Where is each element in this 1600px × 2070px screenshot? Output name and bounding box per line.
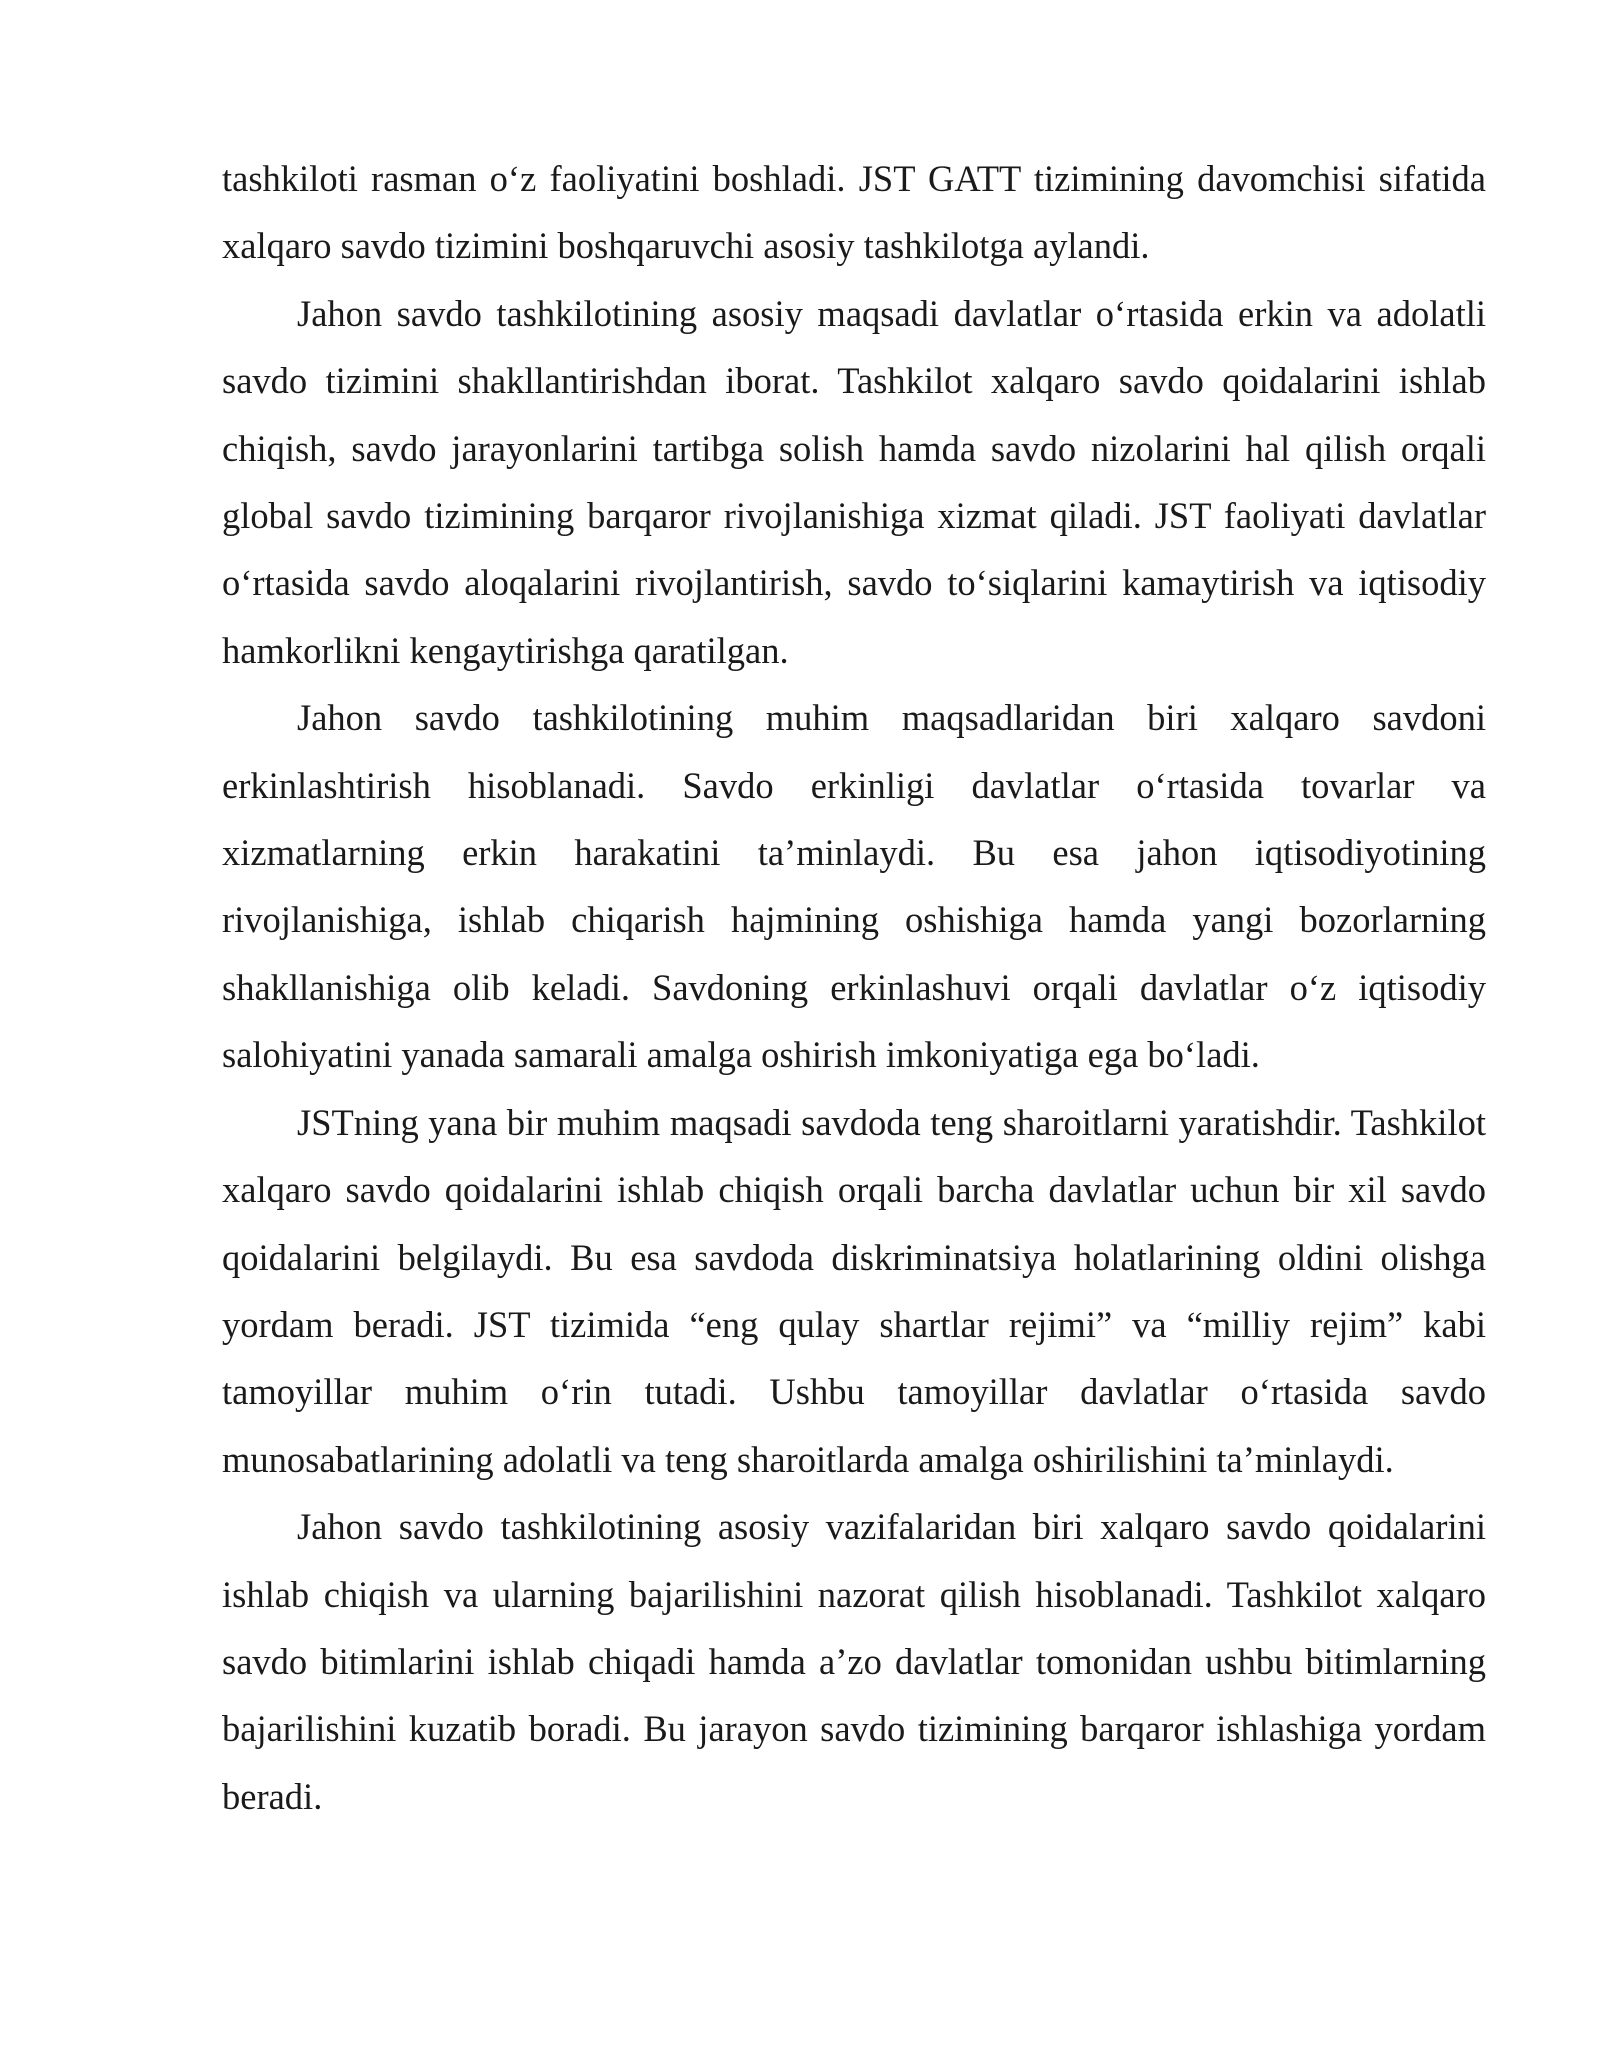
paragraph-equal-conditions: JSTning yana bir muhim maqsadi savdoda teng sharoitlarni yaratishdir. Tashkilot xalqaro savdo qoidalarini ishlab chiqish orqali barcha davlatlar uchun bir xil savdo qoidalarini belgilaydi. Bu esa savdoda diskriminatsiya holatlarining oldini olishga yordam beradi. JST tizimida “eng qulay shartlar rejimi” va “milliy rejim” kabi tamoyillar muhim oʻrin tutadi. Ushbu tamoyillar davlatlar oʻrtasida savdo munosabatlarining adolatli va teng sharoitlarda amalga oshirilishini ta’minlaydi. xyxy=(222,1101,1486,1480)
body-text xyxy=(222,145,1486,1830)
paragraph-wto-tasks: Jahon savdo tashkilotining asosiy vazifalaridan biri xalqaro savdo qoidalarini ishlab chiqish va ularning bajarilishini nazorat qilish hisoblanadi. Tashkilot xalqaro savdo bitimlarini ishlab chiqadi hamda a’zo davlatlar tomonidan ushbu bitimlarning bajarilishini kuzatib boradi. Bu jarayon savdo tizimining barqaror ishlashiga yordam beradi. xyxy=(222,1506,1486,1817)
paragraph-continuation: tashkiloti rasman oʻz faoliyatini boshladi. JST GATT tizimining davomchisi sifatida xalqaro savdo tizimini boshqaruvchi asosiy tashkilotga aylandi. xyxy=(222,158,1486,267)
paragraph-trade-liberalization: Jahon savdo tashkilotining muhim maqsadlaridan biri xalqaro savdoni erkinlashtirish hisoblanadi. Savdo erkinligi davlatlar oʻrtasida tovarlar va xizmatlarning erkin harakatini ta’minlaydi. Bu esa jahon iqtisodiyotining rivojlanishiga, ishlab chiqarish hajmining oshishiga hamda yangi bozorlarning shakllanishiga olib keladi. Savdoning erkinlashuvi orqali davlatlar oʻz iqtisodiy salohiyatini yanada samarali amalga oshirish imkoniyatiga ega boʻladi. xyxy=(222,697,1486,1076)
paragraph-wto-main-goal: Jahon savdo tashkilotining asosiy maqsadi davlatlar oʻrtasida erkin va adolatli savdo tizimini shakllantirishdan iborat. Tashkilot xalqaro savdo qoidalarini ishlab chiqish, savdo jarayonlarini tartibga solish hamda savdo nizolarini hal qilish orqali global savdo tizimining barqaror rivojlanishiga xizmat qiladi. JST faoliyati davlatlar oʻrtasida savdo aloqalarini rivojlantirish, savdo toʻsiqlarini kamaytirish va iqtisodiy hamkorlikni kengaytirishga qaratilgan. xyxy=(222,292,1486,671)
